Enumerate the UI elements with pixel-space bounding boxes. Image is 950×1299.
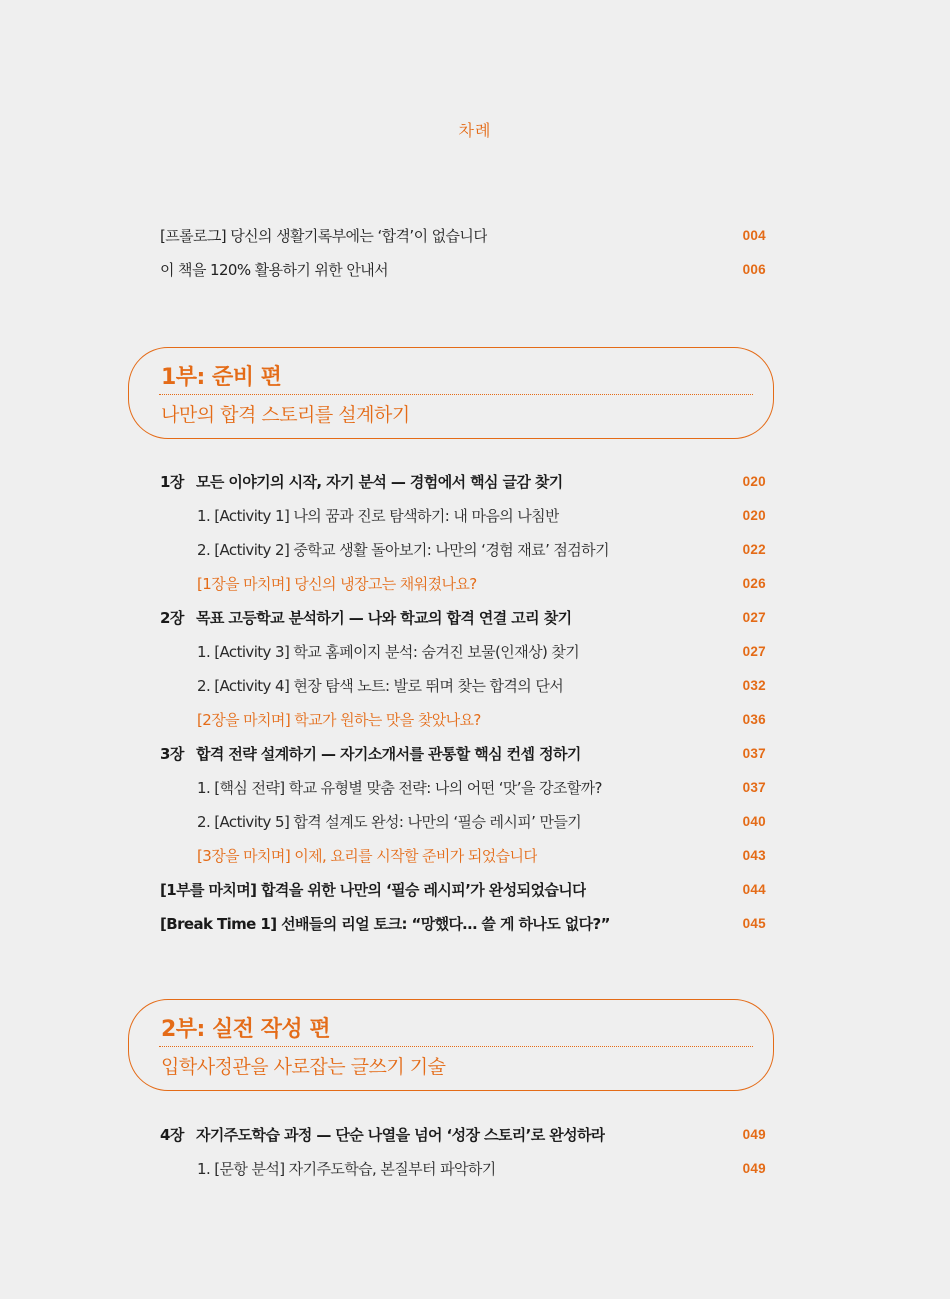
toc-chapter-wrapup[interactable] — [197, 572, 766, 596]
toc-section[interactable] — [197, 504, 766, 528]
part2-title: 2부: 실전 작성 편 — [161, 1017, 331, 1042]
entry-page: 004 — [742, 228, 766, 243]
part2-divider — [159, 1046, 753, 1047]
entry-text: 모든 이야기의 시작, 자기 분석 — 경험에서 핵심 글감 찾기 — [196, 473, 563, 491]
entry-text: 자기주도학습 과정 — 단순 나열을 넘어 ‘성장 스토리’로 완성하라 — [196, 1126, 605, 1144]
toc-part-wrapup[interactable] — [160, 878, 766, 902]
entry-page: 044 — [742, 882, 766, 897]
entry-page: 032 — [742, 678, 766, 693]
entry-page: 049 — [742, 1127, 766, 1142]
toc-title: 차례 — [458, 121, 492, 140]
entry-page: 049 — [742, 1161, 766, 1176]
toc-section[interactable] — [197, 776, 766, 800]
toc-section[interactable] — [197, 1157, 766, 1181]
entry-text: 목표 고등학교 분석하기 — 나와 학교의 합격 연결 고리 찾기 — [196, 609, 572, 627]
entry-text: 1. [Activity 3] 학교 홈페이지 분석: 숨겨진 보물(인재상) 찾기 — [197, 643, 580, 661]
toc-chapter-3[interactable] — [160, 742, 766, 766]
entry-page: 026 — [742, 576, 766, 591]
entry-page: 045 — [742, 916, 766, 931]
toc-section[interactable] — [197, 538, 766, 562]
part1-divider — [159, 394, 753, 395]
toc-chapter-wrapup[interactable] — [197, 708, 766, 732]
toc-chapter-4[interactable] — [160, 1123, 766, 1147]
entry-page: 036 — [742, 712, 766, 727]
toc-break-time[interactable] — [160, 912, 766, 936]
entry-text: 1. [Activity 1] 나의 꿈과 진로 탐색하기: 내 마음의 나침반 — [197, 507, 559, 525]
entry-page: 006 — [742, 262, 766, 277]
entry-text: 1. [핵심 전략] 학교 유형별 맞춤 전략: 나의 어떤 ‘맛’을 강조할까? — [197, 779, 602, 797]
part2-subtitle: 입학사정관을 사로잡는 글쓰기 기술 — [161, 1056, 446, 1078]
entry-page: 022 — [742, 542, 766, 557]
entry-text: 2. [Activity 2] 중학교 생활 돌아보기: 나만의 ‘경험 재료’ 점검하기 — [197, 541, 609, 559]
toc-entry-guide[interactable] — [160, 258, 766, 282]
entry-text: [프롤로그] 당신의 생활기록부에는 ‘합격’이 없습니다 — [160, 227, 488, 245]
entry-page: 043 — [742, 848, 766, 863]
entry-page: 040 — [742, 814, 766, 829]
entry-page: 037 — [742, 780, 766, 795]
part1-header — [128, 347, 774, 439]
part2-header — [128, 999, 774, 1091]
chapter-number: 2장 — [160, 609, 184, 627]
entry-text: [3장을 마치며] 이제, 요리를 시작할 준비가 되었습니다 — [197, 847, 538, 865]
entry-text: [Break Time 1] 선배들의 리얼 토크: “망했다… 쓸 게 하나도 없다?” — [160, 915, 610, 933]
toc-section[interactable] — [197, 640, 766, 664]
toc-chapter-1[interactable] — [160, 470, 766, 494]
chapter-number: 1장 — [160, 473, 184, 491]
toc-chapter-2[interactable] — [160, 606, 766, 630]
entry-text: 2. [Activity 4] 현장 탐색 노트: 발로 뛰며 찾는 합격의 단서 — [197, 677, 564, 695]
entry-text: [2장을 마치며] 학교가 원하는 맛을 찾았나요? — [197, 711, 481, 729]
chapter-number: 4장 — [160, 1126, 184, 1144]
entry-page: 020 — [742, 474, 766, 489]
entry-text: [1장을 마치며] 당신의 냉장고는 채워졌나요? — [197, 575, 477, 593]
chapter-number: 3장 — [160, 745, 184, 763]
toc-section[interactable] — [197, 810, 766, 834]
entry-text: 합격 전략 설계하기 — 자기소개서를 관통할 핵심 컨셉 정하기 — [196, 745, 581, 763]
entry-text: [1부를 마치며] 합격을 위한 나만의 ‘필승 레시피’가 완성되었습니다 — [160, 881, 587, 899]
part1-title: 1부: 준비 편 — [161, 365, 282, 390]
toc-section[interactable] — [197, 674, 766, 698]
entry-page: 020 — [742, 508, 766, 523]
entry-page: 027 — [742, 644, 766, 659]
entry-page: 027 — [742, 610, 766, 625]
toc-entry-prologue[interactable] — [160, 224, 766, 248]
entry-page: 037 — [742, 746, 766, 761]
entry-text: 1. [문항 분석] 자기주도학습, 본질부터 파악하기 — [197, 1160, 496, 1178]
entry-text: 2. [Activity 5] 합격 설계도 완성: 나만의 ‘필승 레시피’ 만들기 — [197, 813, 582, 831]
entry-text: 이 책을 120% 활용하기 위한 안내서 — [160, 261, 389, 279]
toc-chapter-wrapup[interactable] — [197, 844, 766, 868]
part1-subtitle: 나만의 합격 스토리를 설계하기 — [161, 404, 410, 426]
